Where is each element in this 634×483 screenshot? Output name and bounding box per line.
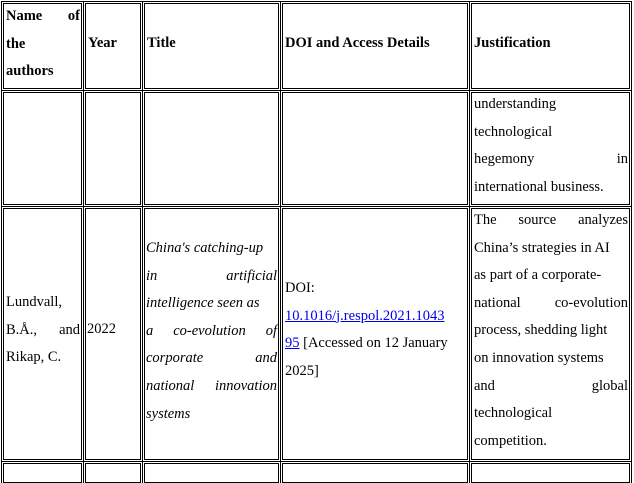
justification-word: national [474,294,521,311]
continued-justification-text [474,91,628,201]
title-line [146,318,277,346]
author-line [6,317,80,345]
row-year: 2022 [87,321,116,337]
continued-row-doi-cell [282,92,468,205]
title-line [146,373,277,401]
justification-line: process, shedding light [474,322,608,339]
doi-link[interactable]: 10.1016/j.respol.2021.1043 [285,307,445,324]
author-line: Lundvall, [6,294,62,310]
header-title: Title [147,35,176,51]
title-line: China's catching-up [146,240,264,256]
header-year: Year [88,35,117,51]
access-date: 2025] [285,362,319,379]
justification-line: competition. [474,432,547,449]
doi-link[interactable]: 95 [285,335,300,352]
author-word: and [59,321,80,338]
title-word: a [146,322,154,339]
justification-word: co-evolution [554,294,628,311]
header-authors-word: of [67,8,80,24]
continued-row-year-cell [85,92,141,205]
justification-line [474,290,628,318]
title-line [146,345,277,373]
row-authors [6,289,80,372]
access-date: [Accessed on 12 January [303,335,448,352]
author-line: Rikap, C. [6,349,62,366]
justification-word: source [518,212,557,228]
next-row-cell [471,463,630,483]
justification-word: analyzes [578,212,628,228]
row-doi [285,275,467,385]
next-row-cell [85,463,141,483]
title-word: artificial [226,267,277,284]
justification-line: technological [474,405,553,422]
justification-word: The [474,212,497,228]
title-word: national [146,377,195,394]
header-authors-word: the [6,35,26,52]
justified-line: in [616,151,628,168]
header-authors-word: authors [6,63,54,80]
text-line [474,146,628,174]
header-authors [6,3,80,86]
next-row-cell [144,463,279,483]
text-line: international business. [474,178,604,195]
continued-row-title-cell [144,92,279,205]
text-line: technological [474,123,553,140]
doi-label: DOI: [285,280,315,296]
header-doi: DOI and Access Details [285,35,430,51]
text-line: understanding [474,96,557,112]
justification-line [474,373,628,401]
justification-line: China’s strategies in AI [474,239,610,256]
header-justification: Justification [474,35,551,51]
title-word: innovation [214,377,277,394]
title-word: co-evolution [173,322,246,339]
title-word: corporate [146,350,204,367]
author-word: B.Å., [6,321,38,338]
title-line: systems [146,405,191,422]
row-title [146,235,277,428]
title-line: intelligence seen as [146,295,260,312]
justification-line: on innovation systems [474,349,604,366]
justification-line [474,207,628,235]
row-justification [474,207,628,455]
header-authors-word: Name [6,8,43,24]
continued-row-authors-cell [3,92,82,205]
justified-line: hegemony [474,151,535,168]
justification-word: global [591,377,628,394]
title-word: in [146,267,158,284]
justification-word: and [474,377,495,394]
title-word: and [255,350,277,367]
doi-link-and-access [285,330,467,358]
title-line [146,263,277,291]
next-row-cell [3,463,82,483]
title-word: of [265,322,277,339]
justification-line: as part of a corporate- [474,267,602,284]
next-row-cell [282,463,468,483]
